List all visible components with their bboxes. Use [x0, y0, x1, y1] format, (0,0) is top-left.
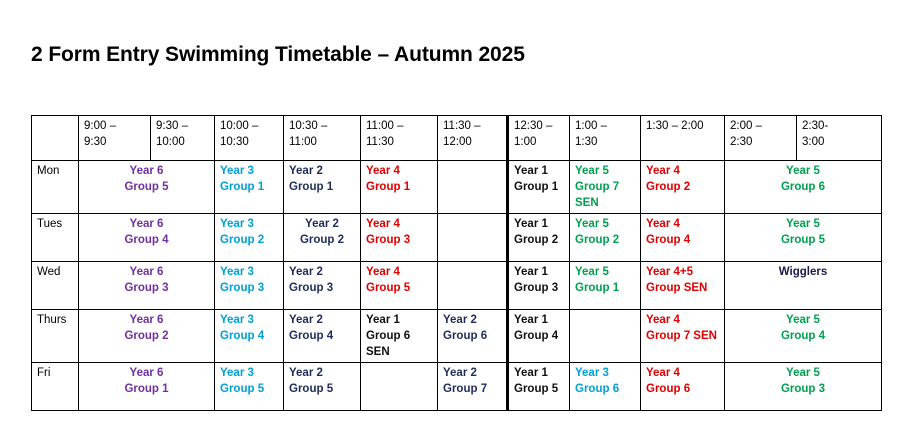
empty-cell: [361, 363, 438, 411]
cell-line: Year 1: [514, 367, 548, 379]
cell-line: Year 1: [514, 266, 548, 278]
cell-line: 11:00: [289, 136, 317, 148]
session-cell: [79, 363, 215, 411]
cell-line: Group 6: [366, 330, 411, 342]
cell-line: 11:00 –: [366, 120, 404, 132]
cell-line: Group 3: [780, 383, 826, 395]
cell-line: Year 4: [646, 367, 680, 379]
cell-line: 10:30 –: [289, 120, 328, 132]
cell-line: Year 5: [786, 165, 820, 177]
session-cell: [361, 214, 438, 262]
cell-line: Year 3: [220, 266, 254, 278]
cell-line: Group 3: [124, 282, 169, 294]
cell-line: Group 6: [646, 383, 691, 395]
cell-line: Year 5: [575, 165, 609, 177]
cell-line: Year 4: [366, 266, 400, 278]
cell-line: Year 5: [575, 218, 609, 230]
cell-line: Year 1: [366, 314, 400, 326]
cell-line: Year 5: [786, 314, 820, 326]
cell-line: Group 2: [575, 234, 620, 246]
cell-line: Year 2: [289, 165, 323, 177]
cell-line: Year 4+5: [646, 266, 694, 278]
cell-line: Group 5: [289, 383, 334, 395]
session-cell: [508, 161, 570, 214]
day-row: [32, 161, 882, 214]
cell-line: Year 2: [289, 314, 323, 326]
cell-line: Group 5: [124, 181, 169, 193]
cell-line: 1:00 –: [575, 120, 607, 132]
time-slot-header: [797, 116, 882, 161]
page-title: 2 Form Entry Swimming Timetable – Autumn 2025: [31, 43, 525, 66]
cell-line: 2:00 –: [730, 120, 762, 132]
session-cell: [570, 262, 641, 310]
cell-line: Year 2: [289, 367, 323, 379]
cell-line: 12:30 –: [514, 120, 553, 132]
cell-line: Group 3: [514, 282, 559, 294]
time-slot-header: [215, 116, 284, 161]
cell-line: Year 6: [129, 218, 164, 230]
cell-line: Group 1: [289, 181, 334, 193]
cell-line: Year 2: [305, 218, 339, 230]
cell-line: Year 3: [220, 314, 254, 326]
cell-line: Year 3: [220, 218, 254, 230]
cell-line: Year 3: [220, 367, 254, 379]
session-cell: [641, 310, 725, 363]
session-cell: [215, 363, 284, 411]
empty-cell: [438, 262, 508, 310]
session-cell: [284, 161, 361, 214]
cell-line: Group 1: [220, 181, 265, 193]
day-row: [32, 214, 882, 262]
time-slot-header: [641, 116, 725, 161]
cell-line: 9:00 –: [84, 120, 116, 132]
cell-line: Group 1: [366, 181, 411, 193]
time-slot-header: [79, 116, 151, 161]
cell-line: Group 4: [646, 234, 691, 246]
day-label: Wed: [32, 262, 79, 310]
cell-line: 1:30 – 2:00: [646, 120, 704, 132]
time-slot-header: [438, 116, 508, 161]
session-cell: [508, 363, 570, 411]
session-cell: [361, 161, 438, 214]
cell-line: Group 5: [514, 383, 559, 395]
cell-line: Year 3: [220, 165, 254, 177]
cell-line: 9:30: [84, 136, 107, 148]
cell-line: Year 4: [646, 218, 680, 230]
day-row: [32, 262, 882, 310]
cell-line: Group 7 SEN: [646, 330, 717, 342]
session-cell: [79, 161, 215, 214]
cell-line: Group 4: [220, 330, 265, 342]
cell-line: Group 2: [514, 234, 559, 246]
cell-line: Group 6: [443, 330, 488, 342]
empty-cell: [438, 161, 508, 214]
cell-line: Group 2: [299, 234, 345, 246]
session-cell: [361, 262, 438, 310]
session-cell: [79, 262, 215, 310]
cell-line: Year 5: [575, 266, 609, 278]
cell-line: 12:00: [443, 136, 472, 148]
cell-line: 10:00: [156, 136, 185, 148]
cell-line: Year 2: [443, 314, 477, 326]
session-cell: [284, 214, 361, 262]
cell-line: 2:30: [730, 136, 753, 148]
time-slot-header: [151, 116, 215, 161]
cell-line: Group 3: [366, 234, 411, 246]
day-row: [32, 363, 882, 411]
session-cell: [215, 310, 284, 363]
cell-line: Year 2: [443, 367, 477, 379]
cell-line: SEN: [366, 346, 390, 358]
cell-line: 10:00 –: [220, 120, 259, 132]
session-cell: [508, 262, 570, 310]
session-cell: [725, 214, 882, 262]
session-cell: [215, 161, 284, 214]
cell-line: 10:30: [220, 136, 249, 148]
cell-line: Group SEN: [646, 282, 708, 294]
cell-line: Year 6: [129, 266, 164, 278]
cell-line: Group 5: [220, 383, 265, 395]
cell-line: Year 6: [129, 165, 164, 177]
cell-line: Year 5: [786, 218, 820, 230]
session-cell: [641, 262, 725, 310]
session-cell: [361, 310, 438, 363]
cell-line: 1:00: [514, 136, 537, 148]
session-cell: [438, 363, 508, 411]
day-row: [32, 310, 882, 363]
session-cell: [641, 161, 725, 214]
cell-line: Group 3: [289, 282, 334, 294]
cell-line: Year 6: [129, 367, 164, 379]
session-cell: [641, 363, 725, 411]
cell-line: Group 2: [124, 330, 169, 342]
cell-line: Group 2: [646, 181, 691, 193]
cell-line: 9:30 –: [156, 120, 188, 132]
day-label: Fri: [32, 363, 79, 411]
session-cell: [641, 214, 725, 262]
cell-line: Year 4: [646, 314, 680, 326]
cell-line: Year 4: [646, 165, 680, 177]
cell-line: Year 1: [514, 314, 548, 326]
session-cell: [79, 310, 215, 363]
session-cell: [79, 214, 215, 262]
session-cell: [438, 310, 508, 363]
session-cell: [570, 363, 641, 411]
session-cell: [570, 161, 641, 214]
corner-cell: [32, 116, 79, 161]
empty-cell: [570, 310, 641, 363]
session-cell: [725, 262, 882, 310]
cell-line: Group 1: [575, 282, 620, 294]
session-cell: [215, 214, 284, 262]
day-label: Thurs: [32, 310, 79, 363]
cell-line: Group 5: [366, 282, 411, 294]
cell-line: Group 4: [124, 234, 169, 246]
session-cell: [284, 363, 361, 411]
session-cell: [570, 214, 641, 262]
cell-line: Year 1: [514, 218, 548, 230]
cell-line: Group 6: [780, 181, 826, 193]
cell-line: Year 2: [289, 266, 323, 278]
cell-line: Group 7: [443, 383, 488, 395]
day-label: Tues: [32, 214, 79, 262]
empty-cell: [438, 214, 508, 262]
cell-line: Group 4: [289, 330, 334, 342]
cell-line: Group 4: [780, 330, 826, 342]
session-cell: [725, 310, 882, 363]
session-cell: [725, 161, 882, 214]
cell-line: Year 4: [366, 165, 400, 177]
cell-line: Wigglers: [778, 266, 828, 278]
time-slot-header: [725, 116, 797, 161]
session-cell: [284, 262, 361, 310]
header-row: [32, 116, 882, 161]
cell-line: Group 1: [124, 383, 169, 395]
cell-line: Group 7: [575, 181, 620, 193]
session-cell: [508, 214, 570, 262]
cell-line: 1:30: [575, 136, 598, 148]
cell-line: Group 1: [514, 181, 559, 193]
day-label: Mon: [32, 161, 79, 214]
session-cell: [284, 310, 361, 363]
cell-line: Group 5: [780, 234, 826, 246]
time-slot-header: [361, 116, 438, 161]
cell-line: Year 1: [514, 165, 548, 177]
cell-line: 11:30 –: [443, 120, 481, 132]
cell-line: Group 3: [220, 282, 265, 294]
cell-line: Year 4: [366, 218, 400, 230]
session-cell: [725, 363, 882, 411]
cell-line: Group 6: [575, 383, 620, 395]
cell-line: Year 5: [786, 367, 820, 379]
cell-line: 11:30: [366, 136, 394, 148]
cell-line: 2:30-: [802, 120, 829, 132]
cell-line: Year 3: [575, 367, 609, 379]
cell-line: Year 6: [129, 314, 164, 326]
time-slot-header: [508, 116, 570, 161]
cell-line: 3:00: [802, 136, 825, 148]
cell-line: Group 4: [514, 330, 559, 342]
time-slot-header: [570, 116, 641, 161]
session-cell: [215, 262, 284, 310]
time-slot-header: [284, 116, 361, 161]
swimming-timetable: [31, 115, 882, 411]
cell-line: Group 2: [220, 234, 265, 246]
cell-line: SEN: [575, 197, 599, 209]
session-cell: [508, 310, 570, 363]
